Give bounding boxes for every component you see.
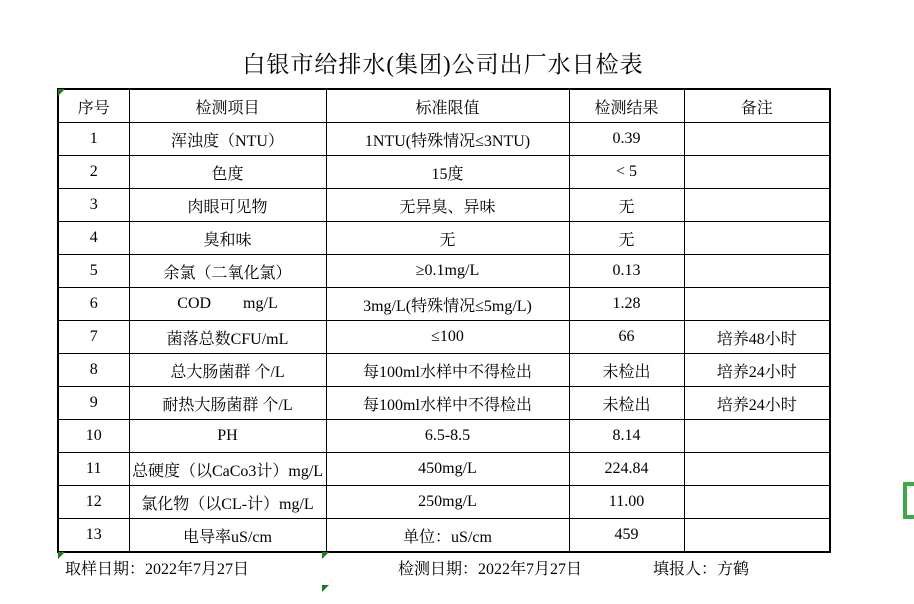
cell-limit: 15度 xyxy=(326,156,569,189)
header-cell-result: 检测结果 xyxy=(569,89,684,123)
cell-no: 13 xyxy=(58,519,129,553)
cell-result: 无 xyxy=(569,189,684,222)
test-date-label: 检测日期：2022年7月27日 xyxy=(398,561,583,578)
cell-item: 氯化物（以CL-计）mg/L xyxy=(129,486,326,519)
cell-remark: 培养48小时 xyxy=(684,321,830,354)
cell-no: 3 xyxy=(58,189,129,222)
cell-item: 电导率uS/cm xyxy=(129,519,326,553)
footer xyxy=(0,556,914,580)
page-title: 白银市给排水(集团)公司出厂水日检表 xyxy=(242,52,644,77)
cell-limit: ≤100 xyxy=(326,321,569,354)
cell-item: 浑浊度（NTU） xyxy=(129,123,326,156)
cell-limit: 3mg/L(特殊情况≤5mg/L) xyxy=(326,288,569,321)
cell-item: 臭和味 xyxy=(129,222,326,255)
table-row xyxy=(58,288,830,321)
table-row xyxy=(58,420,830,453)
cell-no: 6 xyxy=(58,288,129,321)
cell-limit: 无异臭、异味 xyxy=(326,189,569,222)
cell-no: 9 xyxy=(58,387,129,420)
cell-remark xyxy=(684,156,830,189)
cell-result: 1.28 xyxy=(569,288,684,321)
cell-no: 4 xyxy=(58,222,129,255)
cell-result: 未检出 xyxy=(569,387,684,420)
cell-remark xyxy=(684,453,830,486)
header-cell-limit: 标准限值 xyxy=(326,89,569,123)
cell-remark xyxy=(684,189,830,222)
cell-result: 0.39 xyxy=(569,123,684,156)
cell-item: 总大肠菌群 个/L xyxy=(129,354,326,387)
cell-result: 未检出 xyxy=(569,354,684,387)
cell-limit: 每100ml水样中不得检出 xyxy=(326,387,569,420)
cell-remark: 培养24小时 xyxy=(684,387,830,420)
header-cell-item: 检测项目 xyxy=(129,89,326,123)
cell-item: COD mg/L xyxy=(129,288,326,321)
table-row xyxy=(58,255,830,288)
table-row xyxy=(58,354,830,387)
cell-remark xyxy=(684,420,830,453)
cell-item: 耐热大肠菌群 个/L xyxy=(129,387,326,420)
cell-result: 无 xyxy=(569,222,684,255)
cell-item: 菌落总数CFU/mL xyxy=(129,321,326,354)
cell-no: 7 xyxy=(58,321,129,354)
reporter-label: 填报人：方鹤 xyxy=(653,561,750,578)
cell-flag-triangle-icon xyxy=(322,552,329,559)
table-row xyxy=(58,453,830,486)
cell-remark xyxy=(684,288,830,321)
cell-no: 2 xyxy=(58,156,129,189)
header-cell-no: 序号 xyxy=(58,89,129,123)
cell-limit: 单位：uS/cm xyxy=(326,519,569,553)
cell-limit: 250mg/L xyxy=(326,486,569,519)
cell-limit: 6.5-8.5 xyxy=(326,420,569,453)
table-row xyxy=(58,123,830,156)
cell-remark: 培养24小时 xyxy=(684,354,830,387)
cell-remark xyxy=(684,519,830,553)
selection-rectangle xyxy=(903,482,914,519)
cell-flag-triangle-icon xyxy=(58,89,65,96)
cell-remark xyxy=(684,123,830,156)
cell-flag-triangle-icon xyxy=(58,552,65,559)
cell-no: 11 xyxy=(58,453,129,486)
cell-limit: 450mg/L xyxy=(326,453,569,486)
table-row xyxy=(58,387,830,420)
cell-remark xyxy=(684,255,830,288)
table-row xyxy=(58,189,830,222)
table-row xyxy=(58,321,830,354)
cell-no: 10 xyxy=(58,420,129,453)
cell-item: 色度 xyxy=(129,156,326,189)
table-row xyxy=(58,222,830,255)
cell-no: 8 xyxy=(58,354,129,387)
cell-result: 66 xyxy=(569,321,684,354)
table-header-row xyxy=(58,89,830,123)
cell-result: < 5 xyxy=(569,156,684,189)
cell-no: 12 xyxy=(58,486,129,519)
sample-date-label: 取样日期：2022年7月27日 xyxy=(65,561,250,578)
cell-remark xyxy=(684,222,830,255)
cell-flag-triangle-icon xyxy=(322,585,329,592)
table-row xyxy=(58,486,830,519)
cell-result: 224.84 xyxy=(569,453,684,486)
cell-item: 总硬度（以CaCo3计）mg/L xyxy=(129,453,326,486)
cell-result: 11.00 xyxy=(569,486,684,519)
cell-item: 肉眼可见物 xyxy=(129,189,326,222)
cell-limit: 无 xyxy=(326,222,569,255)
cell-result: 0.13 xyxy=(569,255,684,288)
cell-result: 8.14 xyxy=(569,420,684,453)
cell-limit: 1NTU(特殊情况≤3NTU) xyxy=(326,123,569,156)
inspection-table xyxy=(57,88,831,553)
table-row xyxy=(58,519,830,553)
cell-result: 459 xyxy=(569,519,684,553)
cell-no: 1 xyxy=(58,123,129,156)
cell-limit: ≥0.1mg/L xyxy=(326,255,569,288)
cell-no: 5 xyxy=(58,255,129,288)
table-row xyxy=(58,156,830,189)
cell-item: PH xyxy=(129,420,326,453)
table-body xyxy=(58,123,830,553)
cell-item: 余氯（二氧化氯） xyxy=(129,255,326,288)
cell-limit: 每100ml水样中不得检出 xyxy=(326,354,569,387)
header-cell-remark: 备注 xyxy=(684,89,830,123)
cell-remark xyxy=(684,486,830,519)
